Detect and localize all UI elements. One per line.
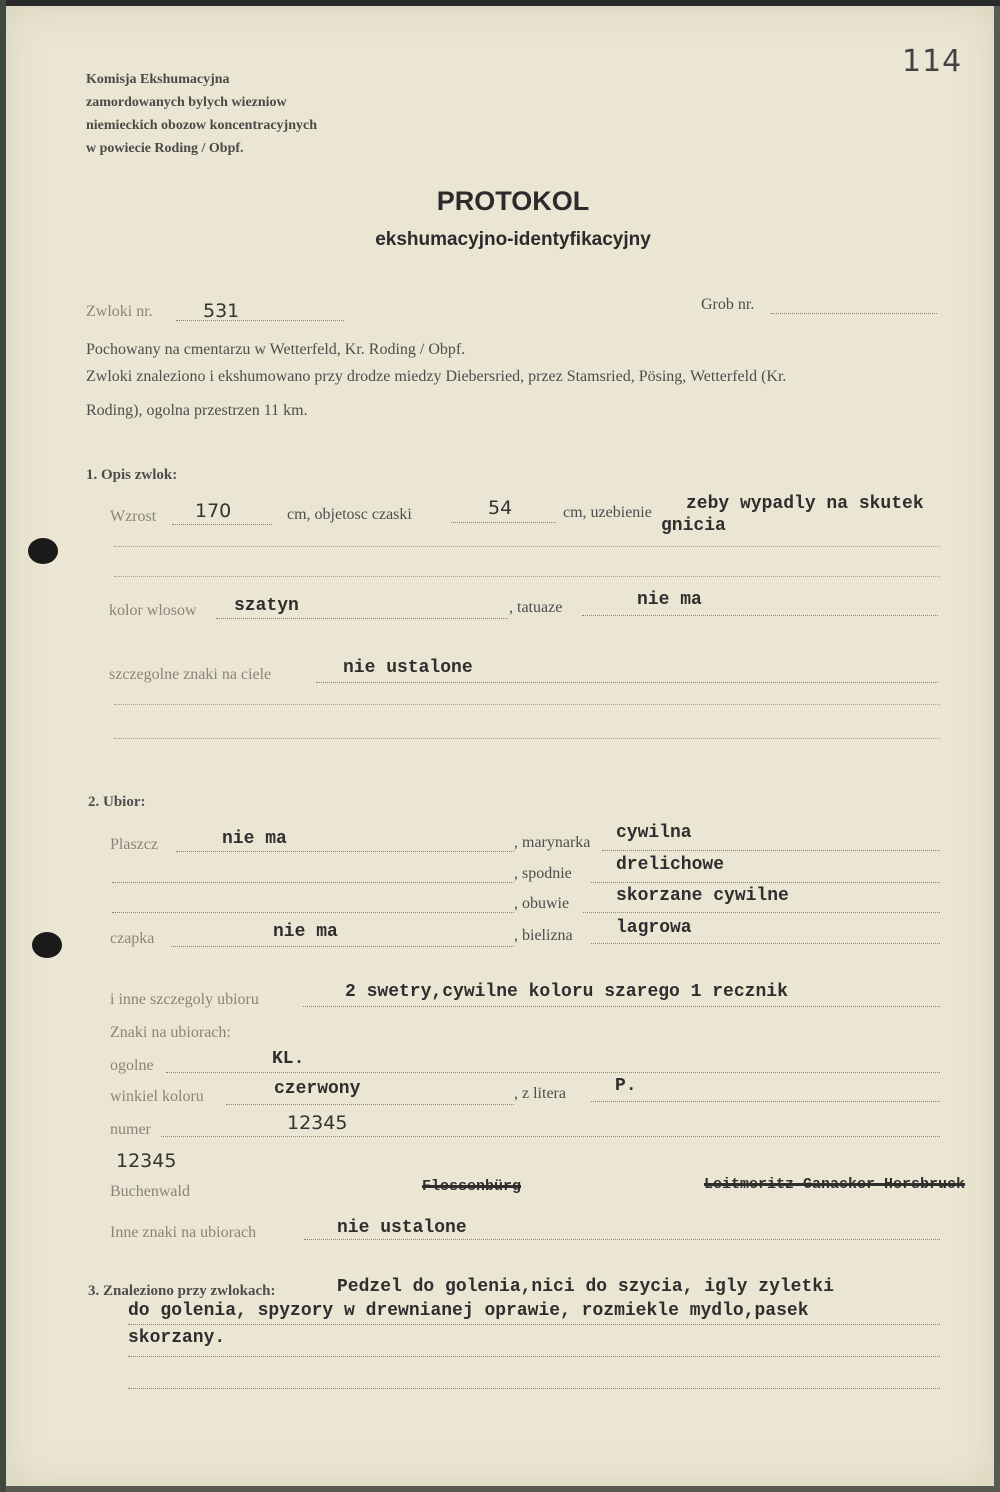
obuwie-value: skorzane cywilne — [616, 886, 789, 906]
section3-label: 3. Znaleziono przy zwlokach: — [88, 1283, 276, 1299]
winkiel-value: czerwony — [274, 1079, 361, 1099]
blank-line — [114, 546, 940, 547]
marynarka-underline — [602, 850, 940, 851]
plaszcz-underline — [176, 851, 514, 852]
winkiel-label: winkiel koloru — [110, 1088, 204, 1105]
wzrost-value: 170 — [195, 500, 232, 522]
inne-znaki-value: nie ustalone — [337, 1218, 467, 1238]
tatuaze-underline — [582, 615, 938, 616]
litera-label: , z litera — [514, 1085, 566, 1102]
document-subtitle: ekshumacyjno-identyfikacyjny — [375, 229, 651, 250]
zwloki-label: Zwloki nr. — [86, 303, 153, 320]
czapka-label: czapka — [110, 930, 155, 947]
numer-underline — [161, 1136, 940, 1137]
kolor-value: szatyn — [234, 596, 299, 616]
plaszcz-value: nie ma — [222, 829, 287, 849]
inne-label: i inne szczegoly ubioru — [110, 991, 259, 1008]
numer-value: 12345 — [287, 1112, 348, 1134]
czaszka-label: cm, objetosc czaski — [287, 506, 412, 523]
obuwie-label: , obuwie — [514, 895, 570, 912]
section1-heading: 1. Opis zwlok: — [86, 467, 178, 483]
buchenwald-label: Buchenwald — [110, 1183, 190, 1200]
grob-label: Grob nr. — [701, 296, 755, 313]
spodnie-left-underline — [112, 882, 514, 883]
section3-line3: skorzany. — [128, 1328, 226, 1348]
pochowany-text: Pochowany na cmentarzu w Wetterfeld, Kr. Roding / Obpf. — [86, 341, 466, 358]
kolor-underline — [216, 618, 508, 619]
znaki-label: szczegolne znaki na ciele — [109, 666, 272, 683]
marynarka-value: cywilna — [616, 823, 692, 843]
zwloki-value: 531 — [203, 300, 240, 322]
litera-value: P. — [615, 1076, 637, 1096]
blank-line — [128, 1356, 940, 1357]
document-page — [6, 6, 994, 1486]
spodnie-underline — [591, 882, 940, 883]
zwloki-underline — [176, 320, 344, 321]
header-line: zamordowanych bylych wiezniow — [86, 95, 287, 110]
inne-znaki-label: Inne znaki na ubiorach — [110, 1224, 257, 1241]
inne-znaki-underline — [304, 1239, 940, 1240]
struck-camp-2: Leitmeritz-Ganacker-Hersbruck — [704, 1176, 966, 1193]
tatuaze-label: , tatuaze — [509, 599, 563, 616]
znaki-underline — [316, 682, 938, 683]
spodnie-label: , spodnie — [514, 865, 572, 882]
ogolne-label: ogolne — [110, 1057, 154, 1074]
section3-line2: do golenia, spyzory w drewnianej oprawie, rozmiekle mydlo,pasek — [128, 1301, 809, 1321]
znaleziono-text-line2: Roding), ogolna przestrzen 11 km. — [86, 402, 308, 419]
znaki-ubior-label: Znaki na ubiorach: — [110, 1024, 231, 1041]
numer-label: numer — [110, 1121, 151, 1138]
inne-underline — [303, 1006, 940, 1007]
page-number: 114 — [902, 44, 963, 79]
marynarka-label: , marynarka — [514, 834, 591, 851]
commission-header — [86, 68, 317, 160]
blank-line — [114, 704, 940, 705]
punch-hole — [32, 932, 62, 958]
winkiel-underline — [226, 1104, 514, 1105]
litera-underline — [591, 1101, 940, 1102]
inne-value: 2 swetry,cywilne koloru szarego 1 recznik — [345, 982, 788, 1002]
czaszka-underline — [451, 522, 556, 523]
czaszka-value: 54 — [488, 497, 513, 519]
bielizna-value: lagrowa — [616, 918, 692, 938]
section2-heading: 2. Ubior: — [88, 794, 146, 810]
bielizna-label: , bielizna — [514, 927, 573, 944]
obuwie-underline — [583, 912, 940, 913]
uzebienie-value-line2: gnicia — [661, 516, 726, 536]
numer-handwritten-note: 12345 — [116, 1150, 177, 1172]
blank-line — [128, 1324, 940, 1325]
header-line: w powiecie Roding / Obpf. — [86, 141, 244, 156]
obuwie-left-underline — [112, 912, 514, 913]
wzrost-label: Wzrost — [110, 508, 157, 525]
blank-line — [128, 1388, 940, 1389]
punch-hole — [28, 538, 58, 564]
grob-underline — [771, 313, 937, 314]
czapka-underline — [171, 946, 514, 947]
uzebienie-label: cm, uzebienie — [563, 504, 652, 521]
wzrost-underline — [172, 524, 272, 525]
uzebienie-value-line1: zeby wypadly na skutek — [686, 494, 924, 514]
spodnie-value: drelichowe — [616, 855, 725, 875]
section3-line1: Pedzel do golenia,nici do szycia, igly zyletki — [337, 1277, 834, 1297]
czapka-value: nie ma — [273, 922, 338, 942]
znaki-value: nie ustalone — [343, 658, 473, 678]
document-title: PROTOKOL — [436, 186, 590, 216]
kolor-label: kolor wlosow — [109, 602, 197, 619]
ogolne-underline — [166, 1072, 940, 1073]
plaszcz-label: Plaszcz — [110, 836, 158, 853]
ogolne-value: KL. — [272, 1049, 305, 1069]
header-line: niemieckich obozow koncentracyjnych — [86, 118, 317, 133]
blank-line — [114, 738, 940, 739]
struck-camp-1: Flossenbürg — [422, 1178, 522, 1195]
blank-line — [114, 576, 940, 577]
bielizna-underline — [591, 943, 940, 944]
znaleziono-text-line1: Zwloki znaleziono i ekshumowano przy drodze miedzy Diebersried, przez Stamsried, Pösing, Wetterfeld (Kr. — [86, 368, 787, 385]
header-line: Komisja Ekshumacyjna — [86, 72, 230, 87]
tatuaze-value: nie ma — [637, 590, 702, 610]
